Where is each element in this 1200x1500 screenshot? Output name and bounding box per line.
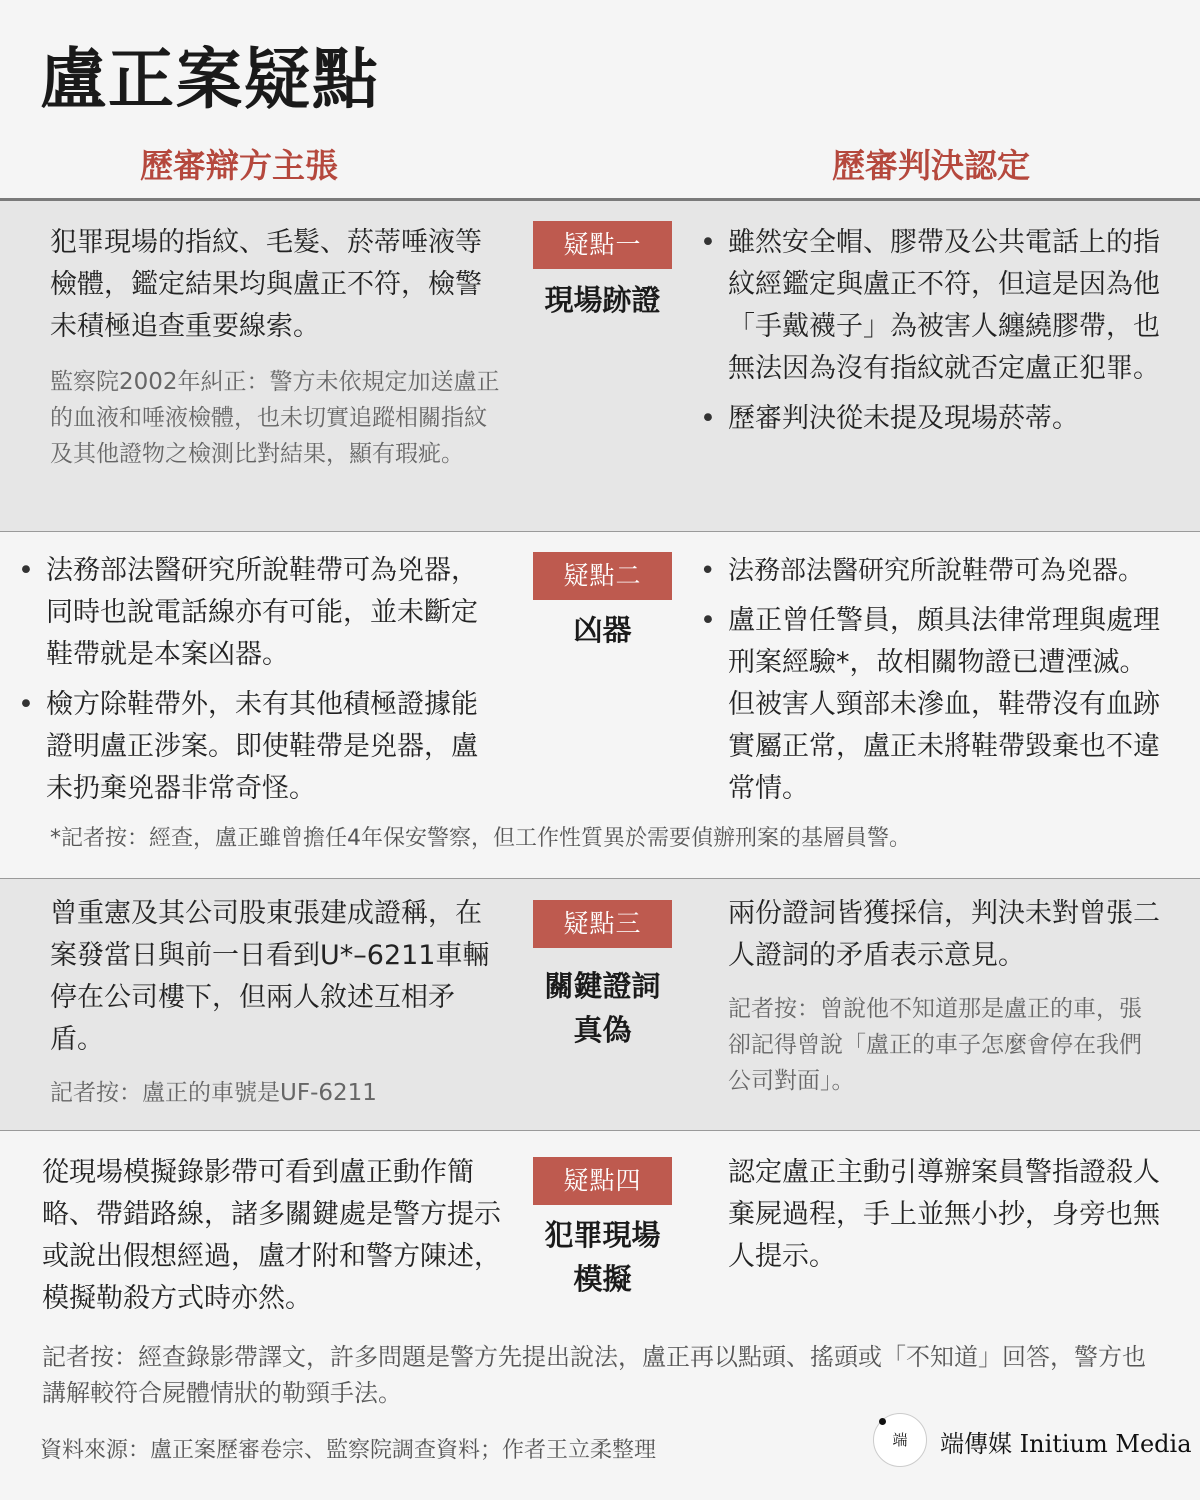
point-2-defense-item: • 檢方除鞋帶外，未有其他積極證據能證明盧正涉案。即使鞋帶是兇器，盧未扔棄兇器非常奇怪。 <box>18 684 502 810</box>
point-2-subtitle: 凶器 <box>573 613 632 647</box>
initium-logo-icon: 端 <box>873 1413 927 1467</box>
point-1-defense-text: 犯罪現場的指紋、毛髮、菸蒂唾液等檢體，鑑定結果均與盧正不符，檢警未積極追查重要線索。 <box>50 227 482 342</box>
point-1-verdict-item: • 雖然安全帽、膠帶及公共電話上的指紋經鑑定與盧正不符，但這是因為他「手戴襪子」為被害人纏繞膠帶，也無法因為沒有指紋就否定盧正犯罪。 <box>700 222 1160 390</box>
point-1-tag: 疑點一 <box>533 221 672 269</box>
point-4-defense-text: 從現場模擬錄影帶可看到盧正動作簡略、帶錯路線，諸多關鍵處是警方提示或說出假想經過，盧才附和警方陳述，模擬勒殺方式時亦然。 <box>42 1157 501 1314</box>
logo-dot <box>879 1418 886 1425</box>
point-2-verdict-item: • 盧正曾任警員，頗具法律常理與處理刑案經驗*，故相關物證已遭湮滅。但被害人頸部未滲血，鞋帶沒有血跡實屬正常，盧正未將鞋帶毀棄也不違常情。 <box>700 600 1160 810</box>
point-4-subtitle-line2: 模擬 <box>573 1262 632 1296</box>
point-3-verdict-text: 兩份證詞皆獲採信，判決未對曾張二人證詞的矛盾表示意見。 <box>728 898 1160 971</box>
point-2-footnote: *記者按：經查，盧正雖曾擔任4年保安警察，但工作性質異於需要偵辦刑案的基層員警。 <box>50 826 911 851</box>
column-heading-verdict: 歷審判決認定 <box>832 146 1030 185</box>
source-credit: 資料來源：盧正案歷審卷宗、監察院調查資料；作者王立柔整理 <box>40 1438 657 1463</box>
point-3-section <box>0 879 1200 1130</box>
point-3-defense-note: 記者按：盧正的車號是UF-6211 <box>50 1080 377 1106</box>
point-2-section <box>0 532 1200 878</box>
point-3-defense-text: 曾重憲及其公司股東張建成證稱，在案發當日與前一日看到U*–6211車輛停在公司樓下，但兩人敘述互相矛盾。 <box>50 898 490 1055</box>
point-4-verdict-text: 認定盧正主動引導辦案員警指證殺人棄屍過程，手上並無小抄，身旁也無人提示。 <box>728 1157 1160 1272</box>
point-1-verdict-item: • 歷審判決從未提及現場菸蒂。 <box>700 398 1160 440</box>
point-2-tag: 疑點二 <box>533 552 672 600</box>
point-2-verdict-list <box>700 550 1190 810</box>
column-heading-defense: 歷審辯方主張 <box>140 146 338 185</box>
point-4-footnote: 記者按：經查錄影帶譯文，許多問題是警方先提出說法，盧正再以點頭、搖頭或「不知道」回答，警方也講解較符合屍體情狀的勒頸手法。 <box>42 1343 1146 1407</box>
point-3-tag: 疑點三 <box>533 900 672 948</box>
point-1-defense-note: 監察院2002年糾正：警方未依規定加送盧正的血液和唾液檢體，也未切實追蹤相關指紋及其他證物之檢測比對結果，顯有瑕疵。 <box>50 369 500 467</box>
point-3-subtitle-line1: 關鍵證詞 <box>544 969 661 1003</box>
point-1-section <box>0 201 1200 531</box>
point-2-verdict-item: • 法務部法醫研究所說鞋帶可為兇器。 <box>700 550 1190 592</box>
point-2-defense-list <box>18 550 502 810</box>
point-1-verdict-list <box>700 222 1160 440</box>
brand-name: 端傳媒 Initium Media <box>940 1430 1192 1458</box>
point-3-verdict-note: 記者按：曾說他不知道那是盧正的車，張卻記得曾說「盧正的車子怎麼會停在我們公司對面」。 <box>728 996 1142 1094</box>
point-4-tag: 疑點四 <box>533 1157 672 1205</box>
point-2-defense-item: • 法務部法醫研究所說鞋帶可為兇器，同時也說電話線亦有可能，並未斷定鞋帶就是本案凶器。 <box>18 550 502 676</box>
point-1-subtitle: 現場跡證 <box>544 283 661 317</box>
page-title: 盧正案疑點 <box>40 41 380 118</box>
point-3-subtitle-line2: 真偽 <box>573 1013 632 1047</box>
point-4-subtitle-line1: 犯罪現場 <box>544 1218 661 1252</box>
